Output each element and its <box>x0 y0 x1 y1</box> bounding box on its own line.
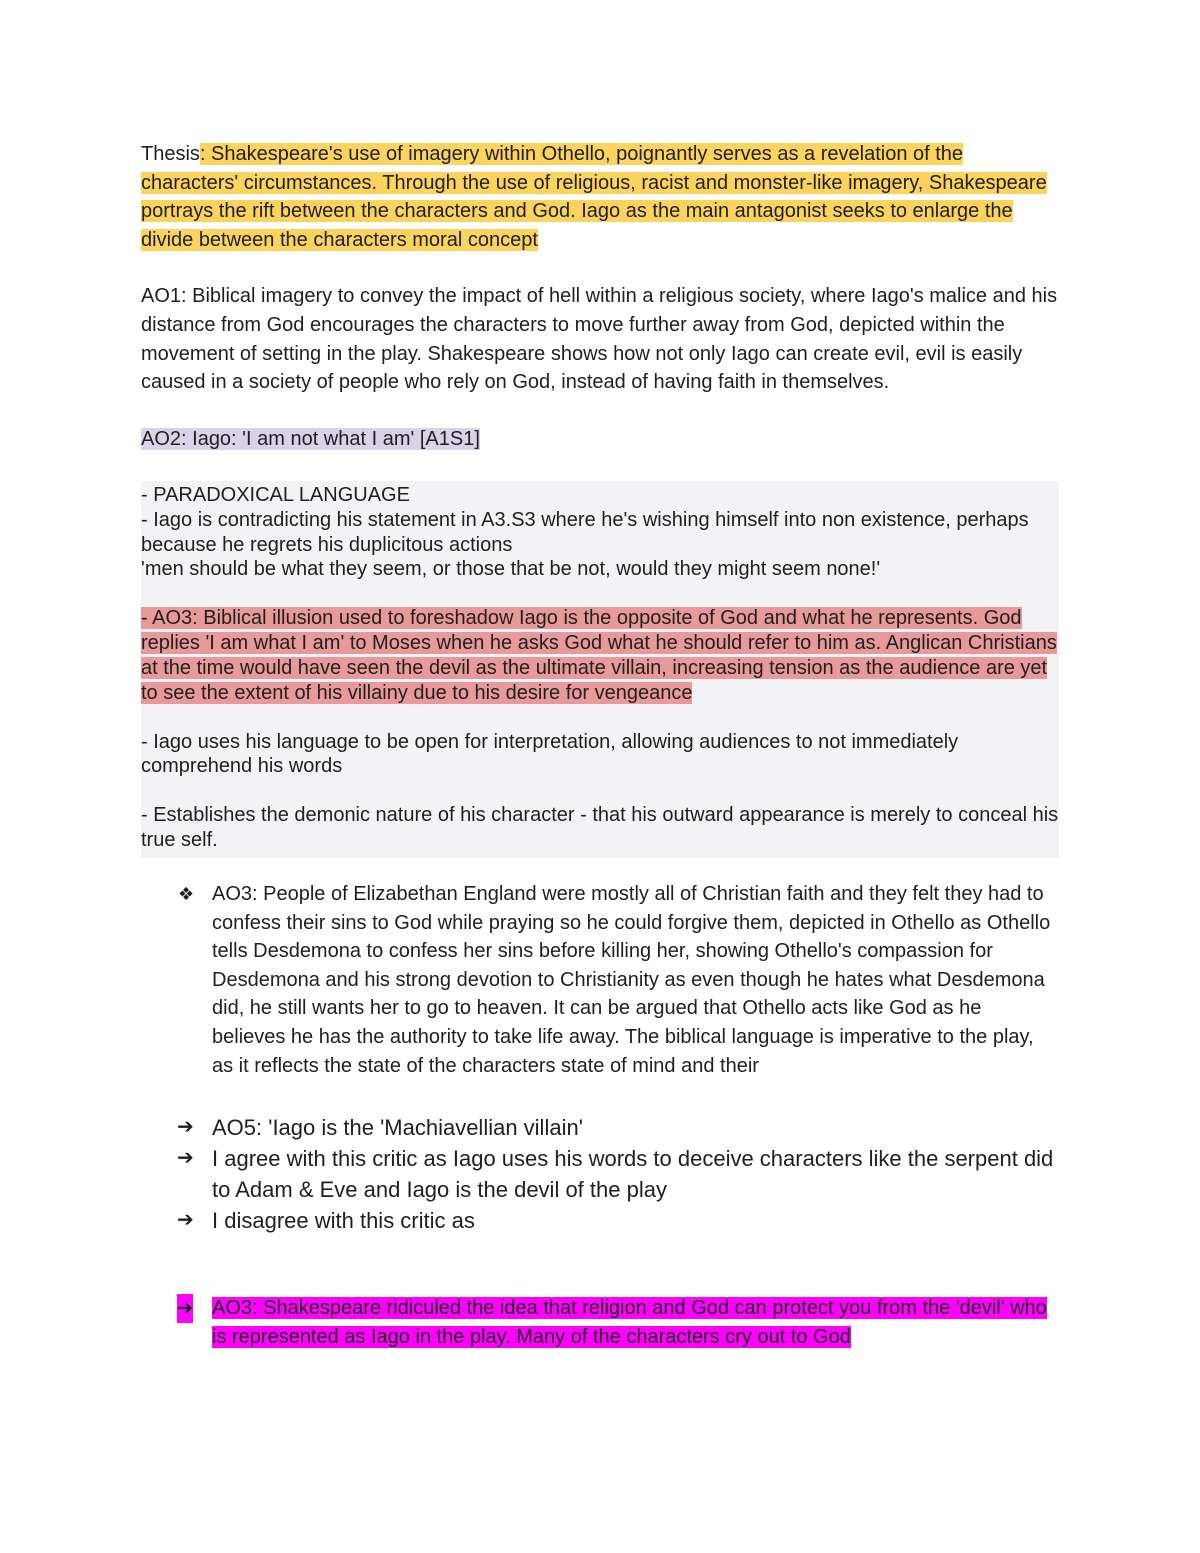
list-item <box>141 1205 1059 1236</box>
note-interpretation: - Iago uses his language to be open for interpretation, allowing audiences to not immediately comprehend his words <box>141 730 959 778</box>
bullet-text: AO3: People of Elizabethan England were mostly all of Christian faith and they felt they had to confess their sins to God while praying so he could forgive them, depicted in Othello as Othello tells Desdemona to confess her sins before killing her, showing Othello's compassion for Desdemona and his strong devotion to Christianity as even though he hates what Desdemona did, he still wants her to go to heaven. It can be argued that Othello acts like God as he believes he has the authority to take life away. The biblical language is imperative to the play, as it reflects the state of the characters state of mind and their <box>212 883 1051 1077</box>
arrow-bullet-icon: ➔ <box>177 1294 193 1323</box>
thesis-label: Thesis <box>141 143 200 165</box>
ao2-heading <box>141 425 1059 454</box>
note-quote: 'men should be what they seem, or those that be not, would they might seem none!' <box>141 558 881 581</box>
document-page <box>141 140 1059 1352</box>
list-item <box>141 1112 1059 1143</box>
ao2-heading-text: AO2: Iago: 'I am not what I am' [A1S1] <box>141 427 480 450</box>
arrow-bullet-icon: ➔ <box>177 1116 194 1139</box>
list-item <box>141 1294 1059 1352</box>
arrow-bullet-icon: ➔ <box>177 1209 194 1232</box>
diamond-bullet-icon: ❖ <box>178 884 195 905</box>
bullet-list <box>141 880 1059 1080</box>
thesis-text: : Shakespeare's use of imagery within Othello, poignantly serves as a revelation of the characters' circumstances. Through the use of religious, racist and monster-like imagery, Shakespeare portrays the rift between the characters and God. Iago as the main antagonist seeks to enlarge the divide between the characters moral concept <box>141 143 1047 251</box>
final-arrow-list <box>141 1294 1059 1352</box>
arrow-text: I disagree with this critic as <box>212 1208 475 1234</box>
arrow-bullet-icon: ➔ <box>177 1147 194 1170</box>
ao2-notes-block <box>141 481 1059 858</box>
thesis-paragraph <box>141 140 1059 254</box>
note-ao3-biblical-text: - AO3: Biblical illusion used to foreshadow Iago is the opposite of God and what he represents. God replies 'I am what I am' to Moses when he asks God what he should refer to him as. Anglican Christians at the time would have seen the devil as the ultimate villain, increasing tension as the audience are yet to see the extent of his villainy due to his desire for vengeance <box>141 606 1057 704</box>
list-item <box>141 880 1059 1080</box>
arrow-text: AO5: 'Iago is the 'Machiavellian villain' <box>212 1115 583 1141</box>
note-contradicting: - Iago is contradicting his statement in A3.S3 where he's wishing himself into non existence, perhaps because he regrets his duplicitous actions <box>141 508 1029 556</box>
list-item <box>141 1143 1059 1205</box>
ao1-paragraph: AO1: Biblical imagery to convey the impact of hell within a religious society, where Iago's malice and his distance from God encourages the characters to move further away from God, depicted within the movement of setting in the play. Shakespeare shows how not only Iago can create evil, evil is easily caused in a society of people who rely on God, instead of having faith in themselves. <box>141 285 1058 394</box>
arrow-list <box>141 1112 1059 1236</box>
note-ao3-biblical <box>141 606 1059 706</box>
final-arrow-text: AO3: Shakespeare ridiculed the idea that religion and God can protect you from the 'devil' who is represented as Iago in the play. Many of the characters cry out to God <box>212 1297 1047 1349</box>
arrow-text: I agree with this critic as Iago uses his words to deceive characters like the serpent did to Adam & Eve and Iago is the devil of the play <box>212 1146 1054 1203</box>
note-demonic: - Establishes the demonic nature of his character - that his outward appearance is merely to conceal his true self. <box>141 803 1059 851</box>
note-paradoxical: - PARADOXICAL LANGUAGE <box>141 484 410 507</box>
